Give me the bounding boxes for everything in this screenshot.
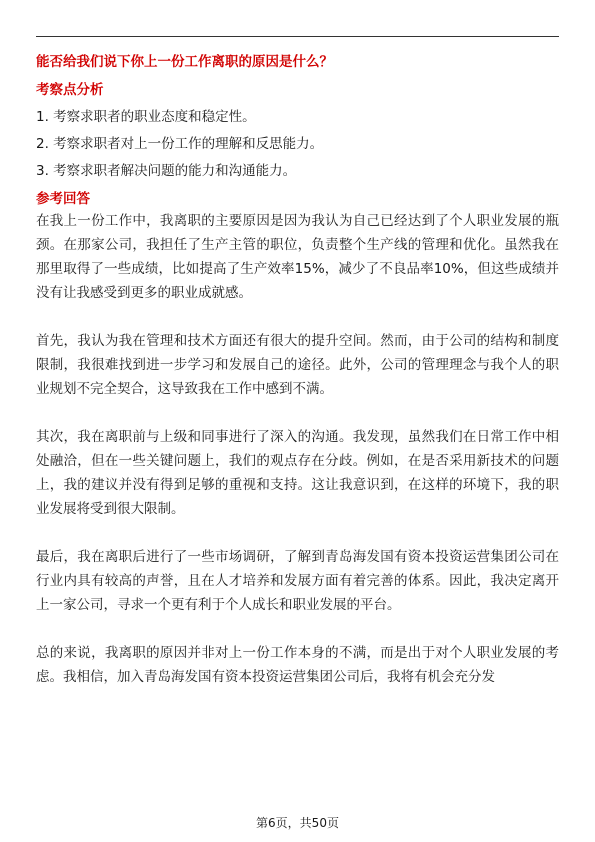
list-item: 1. 考察求职者的职业态度和稳定性。 [36,109,256,125]
list-item: 2. 考察求职者对上一份工作的理解和反思能力。 [36,136,324,152]
page-number: 第6页，共50页 [256,816,339,830]
answer-heading: 参考回答 [36,191,90,207]
analysis-heading: 考察点分析 [36,82,104,98]
header-rule [36,36,559,37]
answer-paragraph: 总的来说，我离职的原因并非对上一份工作本身的不满，而是出于对个人职业发展的考虑。我相信，加入青岛海发国有资本投资运营集团公司后，我将有机会充分发 [36,645,559,685]
answer-paragraph: 最后，我在离职后进行了一些市场调研，了解到青岛海发国有资本投资运营集团公司在行业内具有较高的声誉，且在人才培养和发展方面有着完善的体系。因此，我决定离开上一家公司，寻求一个更有利于个人成长和职业发展的平台。 [36,549,559,613]
answer-paragraph: 首先，我认为我在管理和技术方面还有很大的提升空间。然而，由于公司的结构和制度限制，我很难找到进一步学习和发展自己的途径。此外，公司的管理理念与我个人的职业规划不完全契合，这导致我在工作中感到不满。 [36,333,559,397]
question-title: 能否给我们说下你上一份工作离职的原因是什么？ [36,54,333,70]
analysis-list [36,107,559,181]
list-item: 3. 考察求职者解决问题的能力和沟通能力。 [36,163,297,179]
answer-paragraph: 在我上一份工作中，我离职的主要原因是因为我认为自己已经达到了个人职业发展的瓶颈。在那家公司，我担任了生产主管的职位，负责整个生产线的管理和优化。虽然我在那里取得了一些成绩，比如提高了生产效率15%，减少了不良品率10%，但这些成绩并没有让我感受到更多的职业成就感。 [36,213,559,301]
document-body [36,52,559,689]
answer-paragraph: 其次，我在离职前与上级和同事进行了深入的沟通。我发现，虽然我们在日常工作中相处融洽，但在一些关键问题上，我们的观点存在分歧。例如，在是否采用新技术的问题上，我的建议并没有得到足够的重视和支持。这让我意识到，在这样的环境下，我的职业发展将受到很大限制。 [36,429,559,517]
